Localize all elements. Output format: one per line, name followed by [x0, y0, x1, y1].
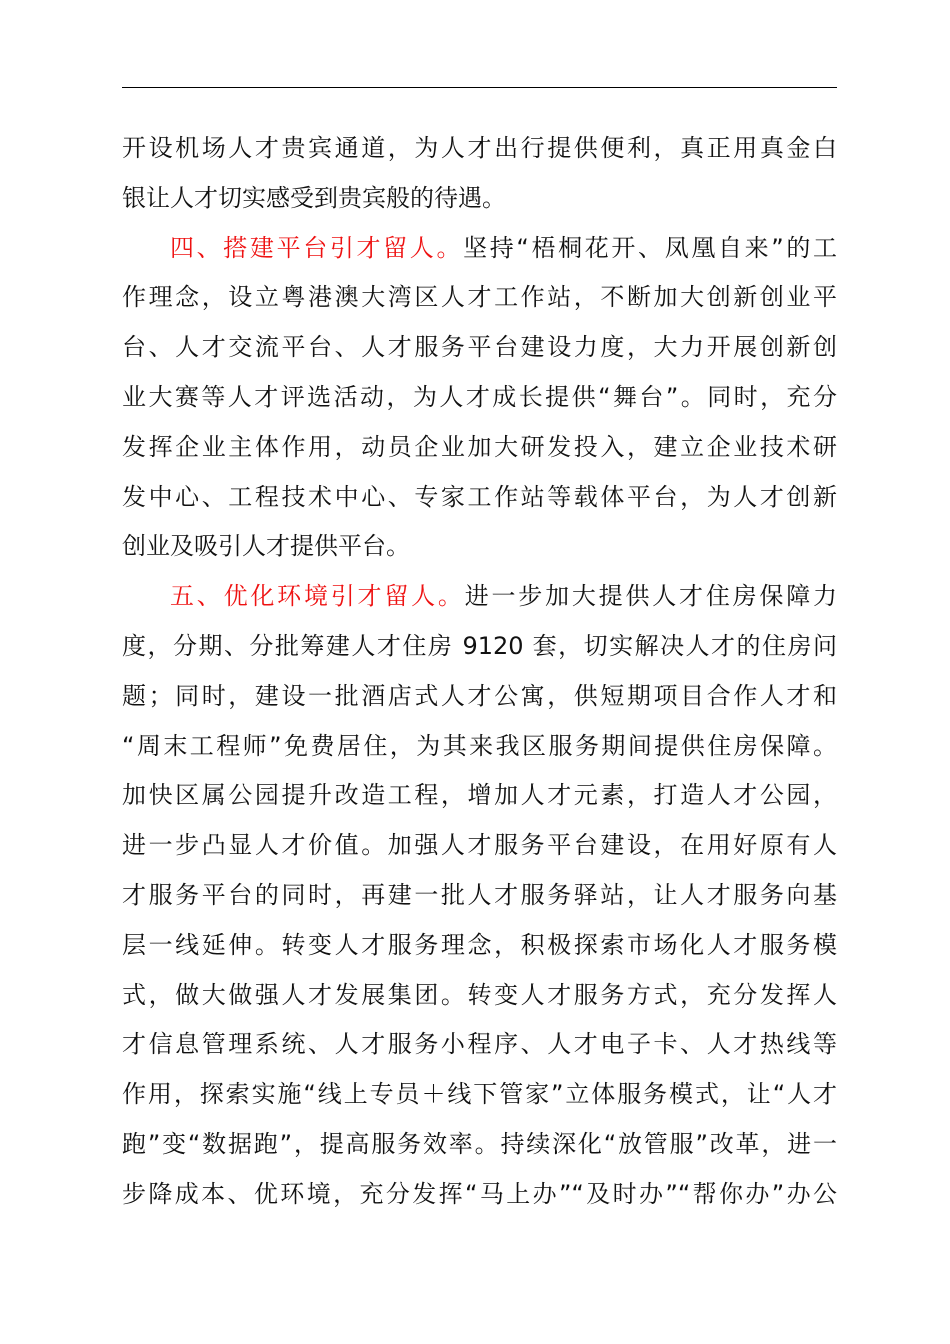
section-heading-line: 五、优化环境引才留人。进一步加大提供人才住房保障力	[170, 582, 838, 611]
text-line: 业大赛等人才评选活动，为人才成长提供“舞台”。同时，充分	[122, 382, 837, 411]
text-line: 题；同时，建设一批酒店式人才公寓，供短期项目合作人才和	[122, 681, 837, 710]
text-line: 步降成本、优环境，充分发挥“马上办”“及时办”“帮你办”办公	[122, 1179, 837, 1208]
text-line: 创业及吸引人才提供平台。	[122, 532, 410, 561]
text-line: 发挥企业主体作用，动员企业加大研发投入，建立企业技术研	[122, 432, 837, 461]
document-body	[122, 124, 837, 1220]
text-line: 银让人才切实感受到贵宾般的待遇。	[122, 183, 506, 212]
section-heading-5: 五、优化环境引才留人。	[170, 582, 465, 611]
text-line: 加快区属公园提升改造工程，增加人才元素，打造人才公园，	[122, 781, 837, 810]
text-line: 进一步凸显人才价值。加强人才服务平台建设，在用好原有人	[122, 831, 837, 860]
section-heading-line: 四、搭建平台引才留人。坚持“梧桐花开、凤凰自来”的工	[170, 233, 838, 262]
text-line: 作理念，设立粤港澳大湾区人才工作站，不断加大创新创业平	[122, 283, 837, 312]
text-line: “周末工程师”免费居住，为其来我区服务期间提供住房保障。	[122, 731, 837, 760]
text-line: 层一线延伸。转变人才服务理念，积极探索市场化人才服务模	[122, 930, 837, 959]
text-line: 度，分期、分批筹建人才住房 9120 套，切实解决人才的住房问	[122, 631, 837, 660]
text-line: 才服务平台的同时，再建一批人才服务驿站，让人才服务向基	[122, 880, 837, 909]
text-line: 台、人才交流平台、人才服务平台建设力度，大力开展创新创	[122, 333, 837, 362]
text-line: 开设机场人才贵宾通道，为人才出行提供便利，真正用真金白	[122, 134, 837, 162]
section-heading-4: 四、搭建平台引才留人。	[170, 233, 464, 262]
header-rule	[122, 87, 837, 88]
text-line: 式，做大做强人才发展集团。转变人才服务方式，充分发挥人	[122, 980, 837, 1009]
text-line: 跑”变“数据跑”，提高服务效率。持续深化“放管服”改革，进一	[122, 1129, 837, 1158]
text-line: 作用，探索实施“线上专员＋线下管家”立体服务模式，让“人才	[122, 1080, 837, 1109]
text-line: 才信息管理系统、人才服务小程序、人才电子卡、人才热线等	[122, 1030, 837, 1059]
text-line: 发中心、工程技术中心、专家工作站等载体平台，为人才创新	[122, 482, 837, 511]
